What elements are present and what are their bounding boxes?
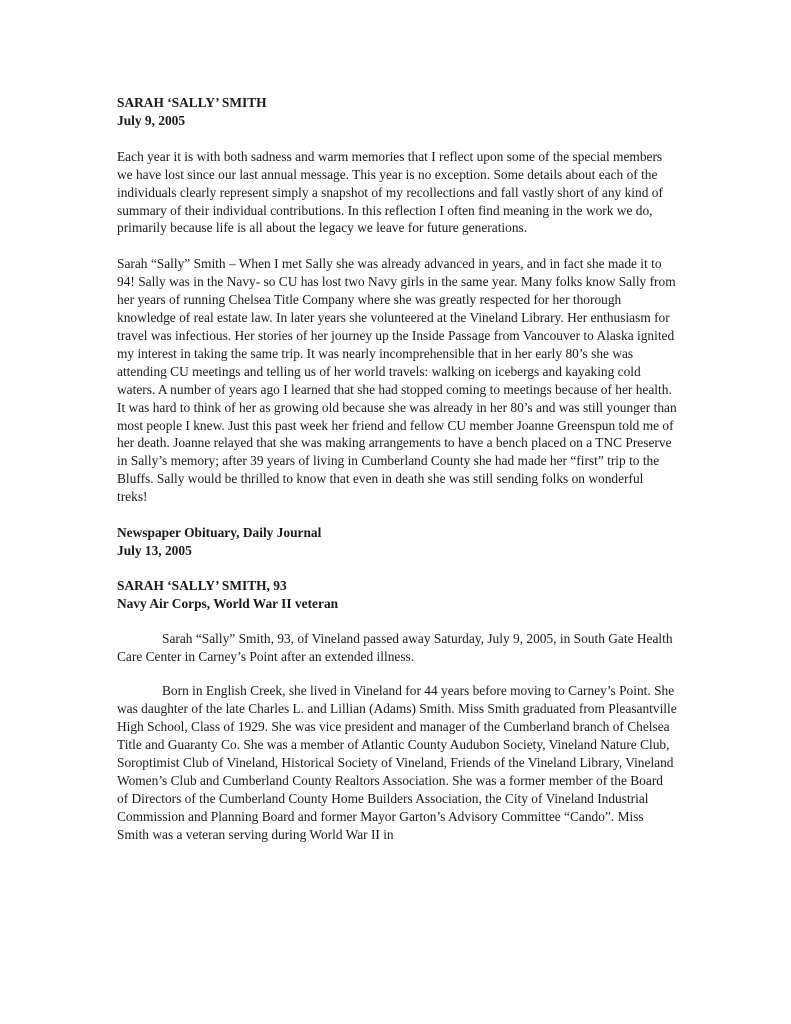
obituary-date: July 13, 2005 bbox=[117, 542, 192, 558]
obituary-source: Newspaper Obituary, Daily Journal bbox=[117, 525, 322, 541]
document-page bbox=[117, 94, 677, 844]
obituary-title: SARAH ‘SALLY’ SMITH, 93 bbox=[117, 577, 287, 593]
obituary-paragraph-1: Sarah “Sally” Smith, 93, of Vineland passed away Saturday, July 9, 2005, in South Gate Health Care Center in Carney’s Point after an extended illness. bbox=[117, 630, 673, 664]
intro-paragraph: Each year it is with both sadness and warm memories that I reflect upon some of the special members we have lost since our last annual message. This year is no exception. Some details about each of the individuals clearly represent simply a snapshot of my recollections and fall vastly short of any kind of summary of their individual contributions. In this reflection I often find meaning in the work we do, primarily because life is all about the legacy we leave for future generations. bbox=[117, 148, 663, 236]
memorial-title: SARAH ‘SALLY’ SMITH bbox=[117, 95, 267, 110]
obituary-paragraph-2: Born in English Creek, she lived in Vineland for 44 years before moving to Carney’s Point. She was daughter of the late Charles L. and Lillian (Adams) Smith. Miss Smith graduated from Pleasantville High School, Class of 1929. She was vice president and manager of the Cumberland branch of Chelsea Title and Guaranty Co. She was a member of Atlantic County Audubon Society, Vineland Nature Club, Soroptimist Club of Vineland, Historical Society of Vineland, Friends of the Vineland Library, Vineland Women’s Club and Cumberland County Realtors Association. She was a former member of the Board of Directors of the Cumberland County Home Builders Association, the City of Vineland Industrial Commission and Planning Board and former Mayor Garton’s Advisory Committee “Cando”. Miss Smith was a veteran serving during World War II in bbox=[117, 683, 677, 842]
obituary-subtitle: Navy Air Corps, World War II veteran bbox=[117, 595, 339, 611]
memorial-date: July 9, 2005 bbox=[117, 112, 186, 128]
tribute-paragraph: Sarah “Sally” Smith – When I met Sally she was already advanced in years, and in fact she made it to 94! Sally was in the Navy- so CU has lost two Navy girls in the same year. Many folks know Sally from her years of running Chelsea Title Company where she was greatly respected for her thorough knowledge of real estate law. In later years she volunteered at the Vineland Library. Her enthusiasm for travel was infectious. Her stories of her journey up the Inside Passage from Vancouver to Alaska ignited my interest in taking the same trip. It was nearly incomprehensible that in her early 80’s she was attending CU meetings and telling us of her world travels: walking on icebergs and kayaking cold waters. A number of years ago I learned that she had stopped coming to meetings because of her health. It was hard to think of her as growing old because she was already in her 80’s and was still younger than most people I knew. Just this past week her friend and fellow CU member Joanne Greenspun told me of her death. Joanne relayed that she was making arrangements to have a bench placed on a TNC Preserve in Sally’s memory; after 39 years of living in Cumberland County she had made her “first” trip to the Bluffs. Sally would be thrilled to know that even in death she was still sending folks on wonderful treks! bbox=[117, 256, 677, 505]
